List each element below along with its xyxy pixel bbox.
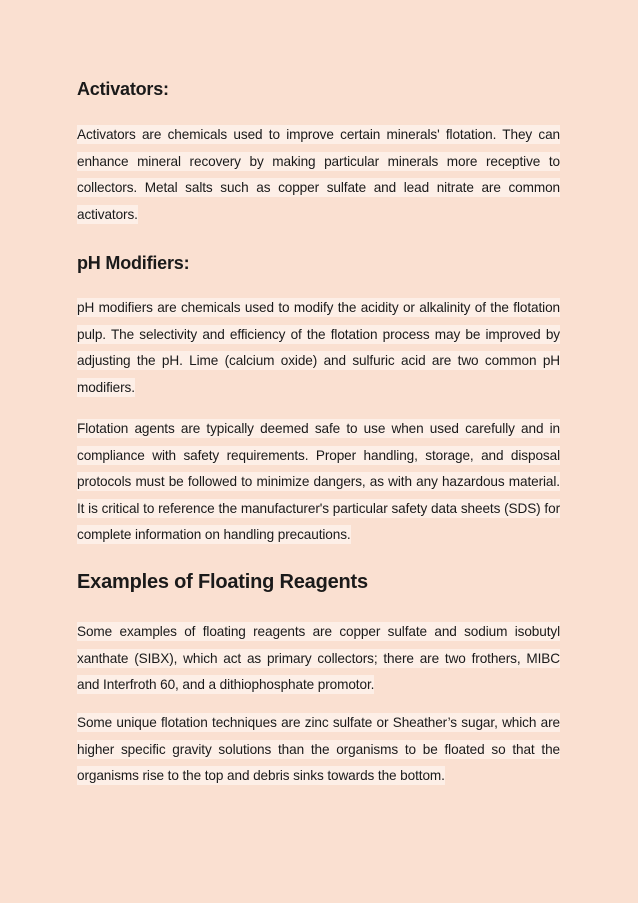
paragraph-ph-modifiers-text: pH modifiers are chemicals used to modify the acidity or alkalinity of the flotation pulp. The selectivity and efficiency of the flotation process may be improved by adjusting the pH. Lime (calcium oxide) and sulfuric acid are two common pH modifiers. — [77, 300, 560, 395]
paragraph-activators-text: Activators are chemicals used to improve certain minerals' flotation. They can enhance mineral recovery by making particular minerals more receptive to collectors. Metal salts such as copper sulfate and lead nitrate are common activators. — [77, 127, 560, 222]
paragraph-examples — [77, 619, 560, 699]
paragraph-unique-techniques-text: Some unique flotation techniques are zinc sulfate or Sheather’s sugar, which are higher specific gravity solutions than the organisms to be floated so that the organisms rise to the top and debris sinks towards the bottom. — [77, 715, 560, 783]
paragraph-safety-text: Flotation agents are typically deemed safe to use when used carefully and in compliance with safety requirements. Proper handling, storage, and disposal protocols must be followed to minimize dangers, as with any hazardous material. It is critical to reference the manufacturer's particular safety data sheets (SDS) for complete information on handling precautions. — [77, 421, 560, 542]
heading-examples: Examples of Floating Reagents — [77, 571, 368, 593]
paragraph-unique-techniques — [77, 710, 560, 790]
paragraph-examples-text: Some examples of floating reagents are copper sulfate and sodium isobutyl xanthate (SIBX), which act as primary collectors; there are two frothers, MIBC and Interfroth 60, and a dithiophosphate promotor. — [77, 624, 560, 692]
paragraph-safety — [77, 416, 560, 549]
paragraph-ph-modifiers — [77, 295, 560, 401]
heading-ph-modifiers: pH Modifiers: — [77, 253, 190, 273]
heading-activators: Activators: — [77, 79, 169, 99]
paragraph-activators — [77, 122, 560, 228]
